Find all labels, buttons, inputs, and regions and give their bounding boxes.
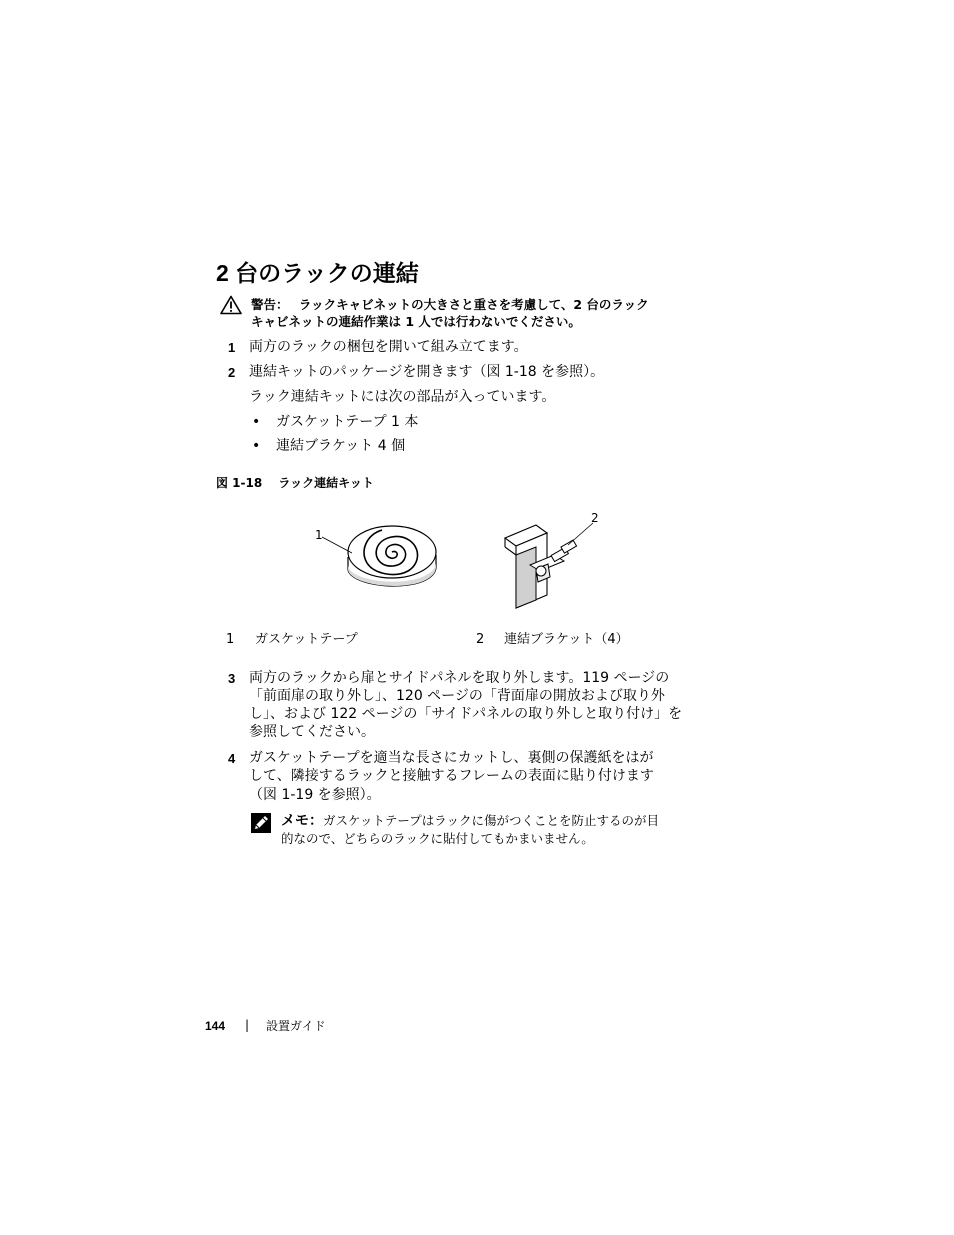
note-text-1: ガスケットテープはラックに傷がつくことを防止するのが目 <box>323 813 660 828</box>
legend-2-number: 2 <box>476 632 485 647</box>
callout-2: 2 <box>591 511 599 525</box>
gasket-tape-drawing <box>322 526 436 586</box>
step-3-line-4: 参照してください。 <box>249 724 375 740</box>
note-pencil-icon <box>250 812 272 834</box>
note-text-2: 的なので、どちらのラックに貼付してもかまいません。 <box>281 831 594 846</box>
step-2-text: 連結キットのパッケージを開きます（図 1-18 を参照）。 <box>249 364 605 380</box>
step-3-line-2: 「前面扉の取り外し」、120 ページの「背面扉の開放および取り外 <box>249 688 665 704</box>
step-4-line-2: して、隣接するラックと接触するフレームの表面に貼り付けます <box>249 768 654 784</box>
step-4-line-3: （図 1-19 を参照）。 <box>249 787 381 803</box>
rack-kit-illustration <box>300 505 620 615</box>
note-label: メモ： <box>281 813 323 829</box>
step-1-text: 両方のラックの梱包を開いて組み立てます。 <box>249 339 528 355</box>
note-line-1 <box>281 811 659 831</box>
page-heading: 2 台のラックの連結 <box>216 260 419 286</box>
warning-triangle-icon <box>220 295 242 315</box>
warning-line-1 <box>251 296 649 314</box>
legend-1-label: ガスケットテープ <box>255 632 358 647</box>
figure-caption-number: 図 1-18 <box>216 476 263 490</box>
bullet-2-text: 連結ブラケット 4 個 <box>276 438 406 454</box>
step-3-line-3: し」、および 122 ページの「サイドパネルの取り外しと取り付け」を <box>249 706 683 722</box>
footer-separator: | <box>245 1018 250 1032</box>
step-1-number: 1 <box>228 340 236 355</box>
callout-1: 1 <box>315 528 323 542</box>
step-3-line-1: 両方のラックから扉とサイドパネルを取り外します。119 ページの <box>249 670 670 686</box>
figure-caption <box>216 475 374 491</box>
bullet-2-symbol: • <box>252 438 261 454</box>
footer-title: 設置ガイド <box>266 1019 326 1033</box>
joining-bracket-drawing <box>505 523 593 608</box>
bullet-1-text: ガスケットテープ 1 本 <box>276 414 419 430</box>
kit-intro: ラック連結キットには次の部品が入っています。 <box>249 389 556 405</box>
bullet-1-symbol: • <box>252 414 261 430</box>
legend-2-label: 連結ブラケット（4） <box>504 632 629 647</box>
step-2-number: 2 <box>228 365 236 380</box>
page-number: 144 <box>205 1019 226 1033</box>
warning-text-2: キャビネットの連結作業は 1 人では行わないでください。 <box>251 314 581 329</box>
step-4-line-1: ガスケットテープを適当な長さにカットし、裏側の保護紙をはが <box>249 750 654 766</box>
figure-caption-title: ラック連結キット <box>278 476 374 490</box>
step-4-number: 4 <box>228 751 236 766</box>
legend-1-number: 1 <box>226 632 235 647</box>
step-3-number: 3 <box>228 671 236 686</box>
warning-text-1: ラックキャビネットの大きさと重さを考慮して、2 台のラック <box>298 297 649 312</box>
warning-label: 警告： <box>251 297 289 312</box>
